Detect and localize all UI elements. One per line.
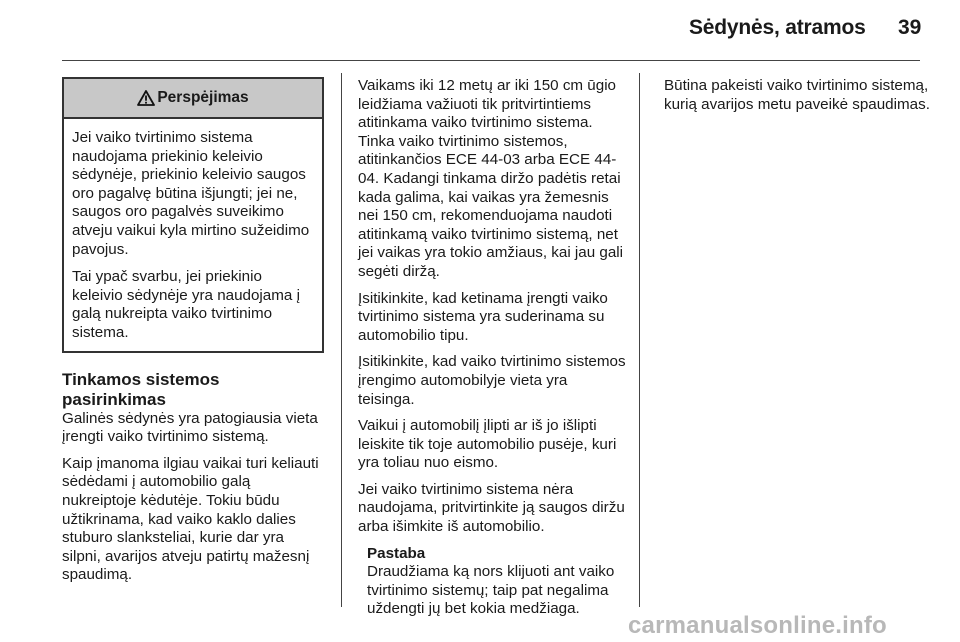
warning-paragraph: Jei vaiko tvirtinimo sistema naudojama priekinio keleivio sėdynėje, priekinio keleivio saugos oro pagalvę būtina išjungti; jei ne, saugos oro pagalvės suveikimo atveju vaikui kyla mirtino sužeidimo pavojus. [72,129,310,258]
column-divider-left [341,73,342,607]
page-number: 39 [898,16,922,39]
body-paragraph: Įsitikinkite, kad vaiko tvirtinimo sistemos įrengimo automobilyje vieta yra teisinga. [358,353,626,408]
section-paragraph: Galinės sėdynės yra patogiausia vieta įrengti vaiko tvirtinimo sistemą. [62,409,318,446]
page-header [0,0,960,60]
note-block [358,545,628,619]
left-column [62,77,324,593]
column-divider-right [639,73,640,607]
middle-column [358,77,628,619]
body-paragraph: Vaikui į automobilį įlipti ar iš jo išlipti leiskite tik toje automobilio pusėje, kuri yra toliau nuo eismo. [358,417,617,472]
warning-triangle-icon [137,90,155,106]
body-paragraph: Įsitikinkite, kad ketinama įrengti vaiko tvirtinimo sistema yra suderinama su automobilio tipu. [358,289,608,344]
warning-paragraph: Tai ypač svarbu, jei priekinio keleivio sėdynėje yra naudojama į galą nukreipta vaiko tvirtinimo sistema. [72,268,300,341]
note-title: Pastaba [367,544,426,562]
watermark: carmanualsonline.info [628,612,887,639]
body-paragraph: Būtina pakeisti vaiko tvirtinimo sistemą, kurią avarijos metu paveikė spaudimas. [664,77,930,113]
section-heading: Tinkamos sistemos pasirinkimas [62,369,220,409]
warning-body [64,119,322,351]
warning-header [64,79,322,119]
section-paragraph: Kaip įmanoma ilgiau vaikai turi keliauti sėdėdami į automobilio galą nukreiptoje kėdutėje. Tokiu būdu užtikrinama, kad vaiko kaklo dalies stuburo slanksteliai, kurie dar yra silpni, avarijos atveju patirtų mažesnį spaudimą. [62,454,319,584]
right-column [664,77,934,122]
body-paragraph: Vaikams iki 12 metų ar iki 150 cm ūgio leidžiama važiuoti tik pritvirtintiems atitinkama vaiko tvirtinimo sistema. Tinka vaiko tvirtinimo sistemos, atitinkančios ECE 44-03 arba ECE 44-04. Kadangi tinkama diržo padėtis retai kada galima, kai vaikas yra žemesnis nei 150 cm, rekomenduojama naudoti atitinkamą vaiko tvirtinimo sistemą, net jei vaikas yra tokio amžiaus, kai jau gali segėti diržą. [358,77,624,280]
warning-box [62,77,324,353]
body-paragraph: Jei vaiko tvirtinimo sistema nėra naudojama, pritvirtinkite ją saugos diržu arba išimkite iš automobilio. [358,480,625,536]
warning-title: Perspėjimas [157,88,249,106]
page-title: Sėdynės, atramos [689,16,866,39]
header-divider [62,60,920,61]
note-text: Draudžiama ką nors klijuoti ant vaiko tvirtinimo sistemų; taip pat negalima uždengti jų bet kokia medžiaga. [367,563,615,618]
